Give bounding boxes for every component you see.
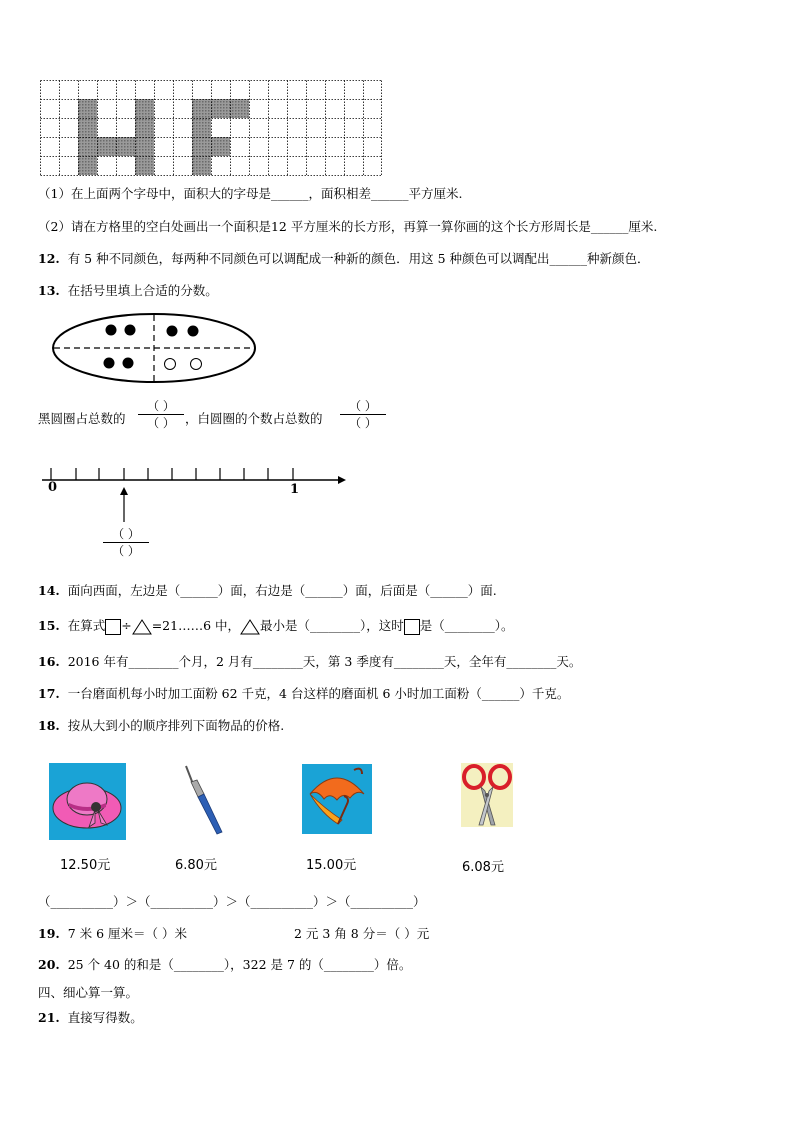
- q15-prefix: 在算式: [67, 618, 106, 633]
- letter-f: [192, 99, 249, 175]
- q20-text: 25 个 40 的和是（________），322 是 7 的（________）倍。: [67, 957, 412, 972]
- q18: [38, 718, 284, 734]
- umbrella-icon: [302, 764, 372, 834]
- brush-icon: [180, 762, 226, 836]
- fraction-denominator: （ ）: [349, 416, 377, 430]
- q18-text: 按从大到小的顺序排列下面物品的价格.: [67, 718, 285, 733]
- q18-order-line: （__________）＞（__________）＞（__________）＞（__________）: [38, 894, 426, 909]
- fraction-numerator: （ ）: [340, 398, 386, 415]
- square-box-icon: [404, 619, 420, 635]
- q19-part1: 7 米 6 厘米＝（ ）米: [67, 926, 188, 941]
- q15-mid4: 是（________）。: [419, 618, 514, 633]
- price-umbrella: 15.00元: [306, 858, 357, 873]
- fraction-denominator: （ ）: [112, 544, 140, 558]
- price-scissors: 6.08元: [462, 860, 504, 875]
- price-brush: 6.80元: [175, 858, 217, 873]
- q16-text: 2016 年有________个月，2 月有________天，第 3 季度有________天，全年有________天。: [67, 654, 582, 669]
- q17: [38, 686, 569, 702]
- number-line: [40, 458, 350, 528]
- q11-part1: （1）在上面两个字母中，面积大的字母是______，面积相差______平方厘米.: [38, 186, 463, 201]
- q20: [38, 957, 411, 973]
- fraction-denominator: （ ）: [147, 416, 175, 430]
- letter-grid: [40, 80, 382, 176]
- circles-ellipse-figure: [50, 312, 260, 384]
- q16-number: 16.: [38, 654, 60, 669]
- fraction-numerator: （ ）: [138, 398, 184, 415]
- axis-label-zero: 0: [48, 480, 58, 495]
- q14-number: 14.: [38, 583, 60, 598]
- q12-number: 12.: [38, 251, 60, 266]
- scissors-icon: [461, 763, 513, 827]
- q13-text: 在括号里填上合适的分数。: [67, 283, 218, 298]
- q15: [38, 618, 514, 635]
- q17-number: 17.: [38, 686, 60, 701]
- q17-text: 一台磨面机每小时加工面粉 62 千克，4 台这样的磨面机 6 小时加工面粉（______）千克。: [67, 686, 570, 701]
- q15-divide: ÷: [121, 618, 132, 633]
- q13-sentence-a: 黑圆圈占总数的: [38, 411, 126, 426]
- q19-part2: 2 元 3 角 8 分＝（ ）元: [294, 926, 430, 941]
- q21-text: 直接写得数。: [67, 1010, 143, 1025]
- axis-label-one: 1: [290, 482, 300, 497]
- q15-mid3: 最小是（________），这时: [260, 618, 404, 633]
- letter-h: [78, 99, 154, 175]
- q13: [38, 283, 218, 299]
- q18-number: 18.: [38, 718, 60, 733]
- q14-text: 面向西面，左边是（______）面，右边是（______）面，后面是（______）面.: [67, 583, 497, 598]
- q13-sentence-b: ，白圆圈的个数占总数的: [185, 411, 323, 426]
- q19-number: 19.: [38, 926, 60, 941]
- q13-number: 13.: [38, 283, 60, 298]
- q13-fraction-arrow: [103, 526, 149, 559]
- q13-fraction-white: [340, 398, 386, 431]
- q12-text: 有 5 种不同颜色，每两种不同颜色可以调配成一种新的颜色．用这 5 种颜色可以调配出______种新颜色．: [67, 251, 650, 266]
- q19: [38, 926, 187, 942]
- q21: [38, 1010, 143, 1026]
- q15-mid2: =21……6 中，: [151, 618, 241, 633]
- q13-fraction-black: [138, 398, 184, 431]
- section-heading: 四、细心算一算。: [38, 985, 139, 1000]
- q16: [38, 654, 581, 670]
- fraction-numerator: （ ）: [103, 526, 149, 543]
- price-hat: 12.50元: [60, 858, 111, 873]
- q21-number: 21.: [38, 1010, 60, 1025]
- square-box-icon: [105, 619, 121, 635]
- q12: [38, 251, 650, 267]
- q11-part2: （2）请在方格里的空白处画出一个面积是12 平方厘米的长方形，再算一算你画的这个长方形周长是______厘米.: [38, 219, 658, 234]
- hat-icon: [49, 763, 126, 840]
- triangle-icon: [132, 619, 152, 635]
- q20-number: 20.: [38, 957, 60, 972]
- q14: [38, 583, 497, 599]
- triangle-icon: [240, 619, 260, 635]
- q15-number: 15.: [38, 618, 60, 633]
